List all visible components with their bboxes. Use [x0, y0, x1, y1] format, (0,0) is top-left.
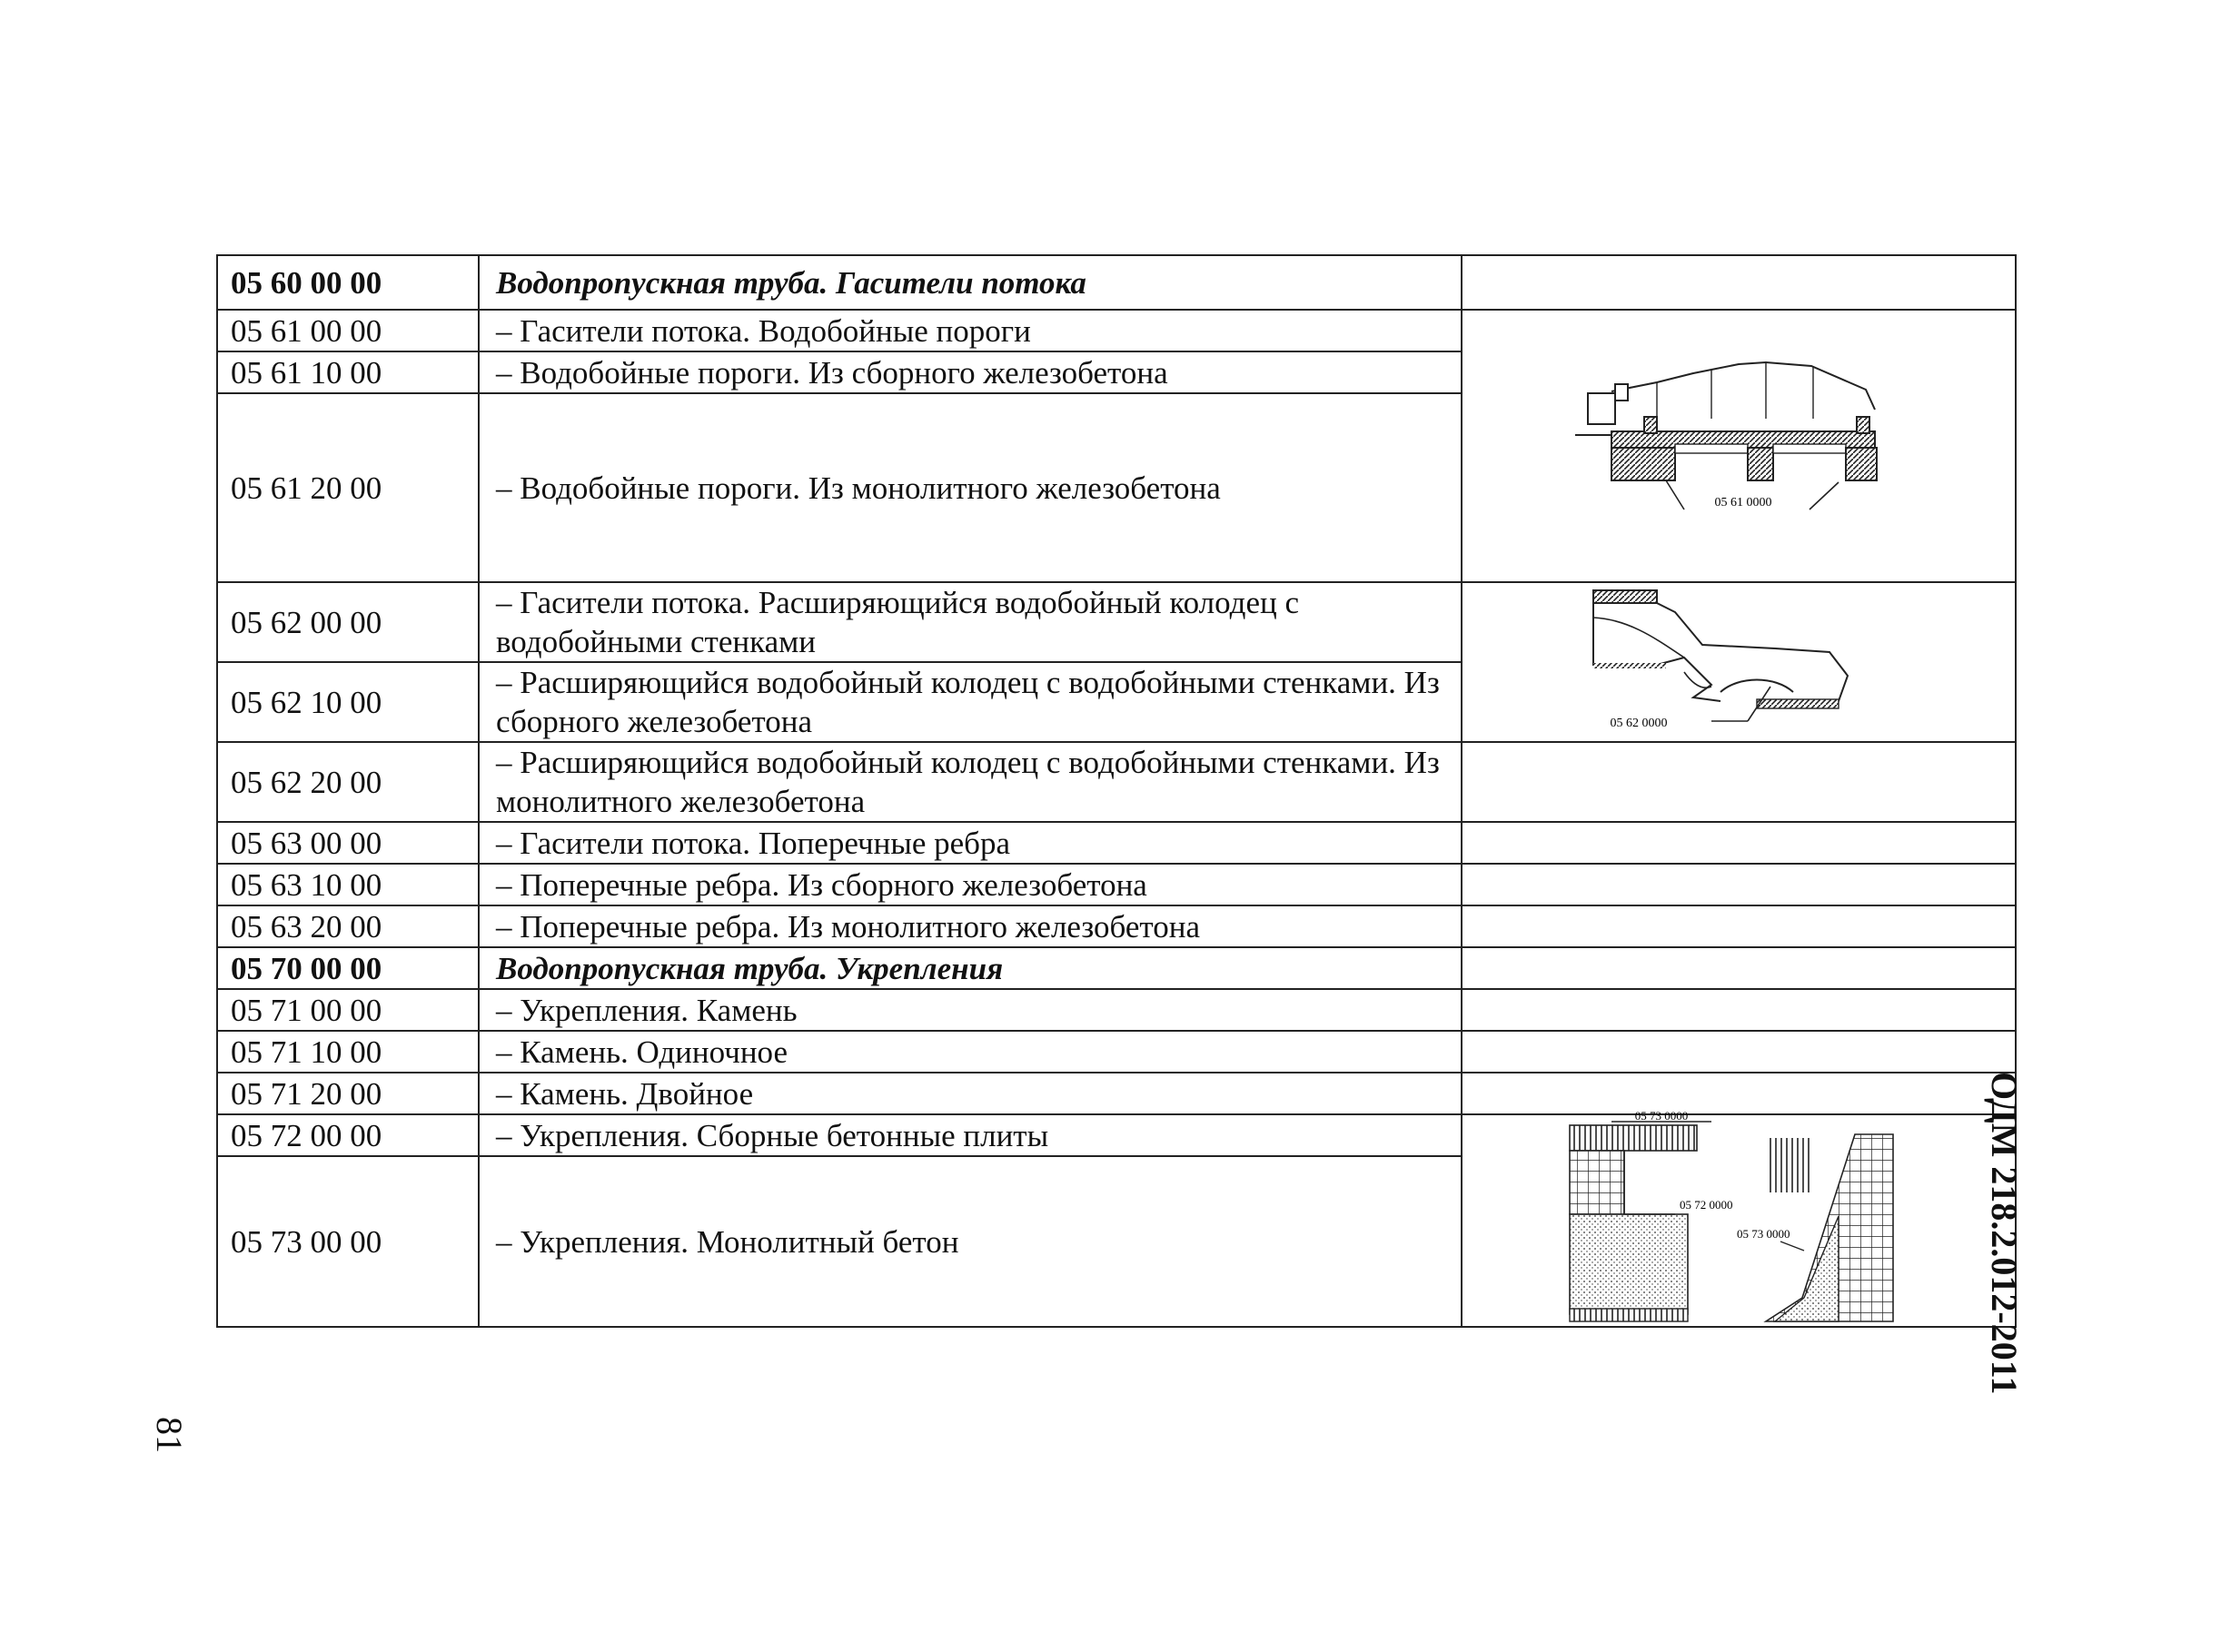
table-row: [217, 1114, 2016, 1156]
table-row: [217, 905, 2016, 947]
row-text: – Гасители потока. Водобойные пороги: [479, 310, 1462, 351]
row-text: – Камень. Двойное: [479, 1073, 1462, 1114]
row-code: 05 62 00 00: [217, 582, 479, 662]
row-text: – Расширяющийся водобойный колодец с водобойными стенками. Из монолитного железобетона: [479, 742, 1462, 822]
image-cell-empty: [1462, 255, 2016, 310]
row-code: 05 63 20 00: [217, 905, 479, 947]
image-cell-empty: [1462, 989, 2016, 1031]
row-code: 05 63 00 00: [217, 822, 479, 864]
row-text: Водопропускная труба. Гасители потока: [479, 255, 1462, 310]
table-row: [217, 1073, 2016, 1114]
document-code-vertical: ОДМ 218.2.012-2011: [1984, 1072, 2025, 1395]
row-text: – Гасители потока. Расширяющийся водобойный колодец с водобойными стенками: [479, 582, 1462, 662]
classification-table: [216, 254, 2017, 1328]
row-text: – Расширяющийся водобойный колодец с водобойными стенками. Из сборного железобетона: [479, 662, 1462, 742]
table-row: [217, 822, 2016, 864]
image-cell-empty: [1462, 947, 2016, 989]
reinforcement-label-mid: 05 72 0000: [1680, 1198, 1733, 1212]
row-code: 05 62 20 00: [217, 742, 479, 822]
row-code: 05 60 00 00: [217, 255, 479, 310]
table-row: [217, 742, 2016, 822]
row-code: 05 61 20 00: [217, 393, 479, 582]
row-code: 05 71 00 00: [217, 989, 479, 1031]
row-code: 05 73 00 00: [217, 1156, 479, 1327]
row-code: 05 62 10 00: [217, 662, 479, 742]
reinforcement-figure-cell: [1462, 1109, 2016, 1327]
row-text: – Укрепления. Сборные бетонные плиты: [479, 1114, 1462, 1156]
row-text: – Укрепления. Камень: [479, 989, 1462, 1031]
row-text: Водопропускная труба. Укрепления: [479, 947, 1462, 989]
row-code: 05 71 10 00: [217, 1031, 479, 1073]
image-cell-empty: [1462, 822, 2016, 864]
row-text: – Поперечные ребра. Из монолитного железобетона: [479, 905, 1462, 947]
row-code: 05 61 10 00: [217, 351, 479, 393]
row-code: 05 71 20 00: [217, 1073, 479, 1114]
row-text: – Водобойные пороги. Из сборного железобетона: [479, 351, 1462, 393]
well-figure-label: 05 62 0000: [1610, 717, 1668, 730]
row-text: – Поперечные ребра. Из сборного железобетона: [479, 864, 1462, 905]
table-row: [217, 582, 2016, 662]
image-cell-empty: [1462, 1073, 2016, 1114]
table-row: [217, 310, 2016, 351]
sill-figure-cell: [1462, 310, 2016, 582]
row-text: – Камень. Одиночное: [479, 1031, 1462, 1073]
image-cell-empty: [1462, 1031, 2016, 1073]
well-figure-cell: [1462, 582, 2016, 742]
row-code: 05 61 00 00: [217, 310, 479, 351]
row-code: 05 72 00 00: [217, 1114, 479, 1156]
row-text: – Водобойные пороги. Из монолитного железобетона: [479, 393, 1462, 582]
row-code: 05 63 10 00: [217, 864, 479, 905]
page-number: 81: [149, 1417, 190, 1453]
row-text: – Гасители потока. Поперечные ребра: [479, 822, 1462, 864]
table-row: [217, 864, 2016, 905]
reinforcement-label-right: 05 73 0000: [1737, 1227, 1790, 1241]
image-cell-empty: [1462, 864, 2016, 905]
energy-dissipator-sill-drawing: [1575, 355, 1902, 537]
table-row: [217, 947, 2016, 989]
stilling-well-drawing: [1575, 585, 1902, 739]
image-cell-empty: [1462, 905, 2016, 947]
slope-reinforcement-drawing: [1566, 1109, 1911, 1325]
table-row: [217, 989, 2016, 1031]
row-code: 05 70 00 00: [217, 947, 479, 989]
reinforcement-label-top: 05 73 0000: [1634, 1109, 1689, 1123]
table-row: [217, 255, 2016, 310]
image-cell-empty: [1462, 742, 2016, 822]
table-row: [217, 1031, 2016, 1073]
sill-figure-label: 05 61 0000: [1714, 496, 1772, 509]
row-text: – Укрепления. Монолитный бетон: [479, 1156, 1462, 1327]
